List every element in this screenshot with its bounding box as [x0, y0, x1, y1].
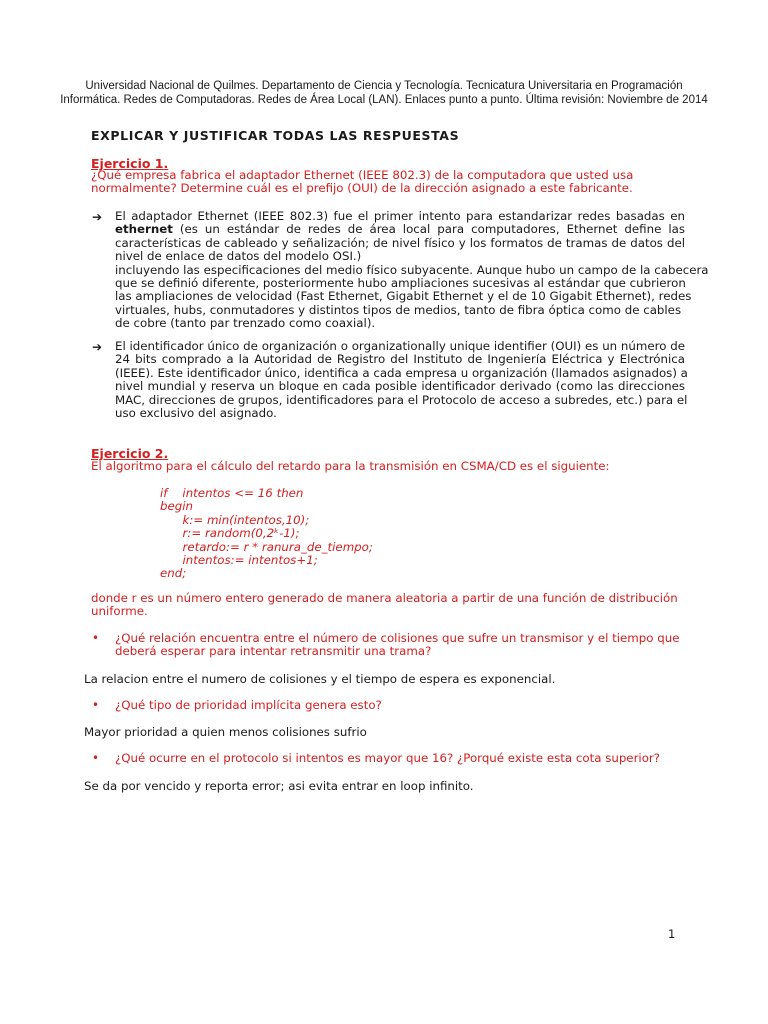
answer-line: 24 bits comprado a la Autoridad de Registro del Instituto de Ingeniería Eléctrica y Electrónica	[115, 352, 685, 367]
exercise-1-title: Ejercicio 1.	[91, 156, 169, 171]
exercise-2-title: Ejercicio 2.	[91, 446, 169, 461]
page-number: 1	[668, 927, 676, 941]
answer-line: características de cableado y señalización; de nivel físico y los formatos de tramas de datos del	[115, 235, 685, 250]
answer-line-rest: (es un estándar de redes de área local para computadores, Ethernet define las	[172, 222, 685, 237]
answer-line: las ampliaciones de velocidad (Fast Ethernet, Gigabit Ethernet y el de 10 Gigabit Ethernet), redes	[115, 289, 692, 304]
question-line: normalmente? Determine cuál es el prefijo (OUI) de la dirección asignado a este fabricante.	[91, 181, 633, 196]
exercise-1-answer-1	[115, 209, 709, 331]
code-line: if intentos <= 16 then	[160, 486, 304, 500]
code-line: k:= min(intentos,10);	[160, 512, 310, 527]
header-line-2: Informática. Redes de Computadoras. Redes de Área Local (LAN). Enlaces punto a punto. Última revisión: Noviembre de 2014	[60, 94, 708, 106]
answer-line: El adaptador Ethernet (IEEE 802.3) fue el primer intento para estandarizar redes basadas en	[115, 209, 685, 223]
description-line: donde r es un número entero generado de manera aleatoria a partir de una función de distribución	[91, 591, 678, 605]
answer-line	[115, 223, 685, 236]
answer-line: (IEEE). Este identificador único, identifica a cada empresa u organización (llamados asignados) a	[115, 365, 688, 380]
exercise-1-question	[91, 169, 633, 196]
code-line: end;	[160, 566, 187, 581]
answer-line: nivel de enlace de datos del modelo OSI.)	[115, 249, 362, 264]
code-line: intentos:= intentos+1;	[160, 553, 318, 568]
code-line: begin	[160, 499, 193, 514]
code-line: r:= random(0,2ᵏ-1);	[160, 526, 300, 541]
description-line: uniforme.	[91, 604, 148, 619]
code-line: retardo:= r * ranura_de_tiempo;	[160, 539, 373, 554]
arrow-bullet-icon: ➔	[92, 340, 103, 354]
answer-line: virtuales, hubs, conmutadores y distintos tipos de medios, tanto de fibra óptica como de cables	[115, 302, 682, 317]
answer-line: uso exclusivo del asignado.	[115, 406, 277, 421]
page-title: EXPLICAR Y JUSTIFICAR TODAS LAS RESPUESTAS	[91, 128, 460, 143]
answer-line: de cobre (tanto par trenzado como coaxial).	[115, 316, 376, 331]
question-line: ¿Qué relación encuentra entre el número de colisiones que sufre un transmisor y el tiempo que	[115, 631, 680, 645]
question-line: deberá esperar para intentar retransmitir una trama?	[115, 644, 432, 659]
question-2: ¿Qué tipo de prioridad implícita genera esto?	[115, 698, 382, 712]
question-3: ¿Qué ocurre en el protocolo si intentos es mayor que 16? ¿Porqué existe esta cota superior?	[115, 751, 661, 765]
answer-line: incluyendo las especificaciones del medio físico subyacente. Aunque hubo un campo de la cabecera	[115, 262, 709, 277]
exercise-2-description	[91, 592, 678, 619]
answer-line: que se definió diferente, posteriormente hubo ampliaciones sucesivas al estándar que cubrieron	[115, 276, 686, 291]
answer-line: El identificador único de organización o organizationally unique identifier (OUI) es un número de	[115, 339, 685, 353]
answer-3: Se da por vencido y reporta error; asi evita entrar en loop infinito.	[84, 779, 474, 793]
answer-line: MAC, direcciones de grupos, identificadores para el Protocolo de acceso a subredes, etc.) para el	[115, 392, 688, 407]
answer-1: La relacion entre el numero de colisiones y el tiempo de espera es exponencial.	[84, 672, 556, 686]
bullet-dot-icon: •	[92, 631, 100, 645]
header-line-1: Universidad Nacional de Quilmes. Departamento de Ciencia y Tecnología. Tecnicatura Universitaria en Programación	[85, 80, 683, 92]
question-line: ¿Qué empresa fabrica el adaptador Ethernet (IEEE 802.3) de la computadora que usted usa	[91, 168, 634, 182]
answer-2: Mayor prioridad a quien menos colisiones sufrio	[84, 725, 367, 739]
arrow-bullet-icon: ➔	[92, 210, 103, 224]
question-1	[115, 632, 679, 659]
exercise-2-intro: El algoritmo para el cálculo del retardo para la transmisión en CSMA/CD es el siguiente:	[91, 459, 610, 473]
bold-term: ethernet	[115, 222, 173, 237]
document-header	[60, 79, 708, 107]
exercise-1-answer-2	[115, 339, 688, 421]
bullet-dot-icon: •	[92, 698, 100, 712]
bullet-dot-icon: •	[92, 751, 100, 765]
answer-line: nivel mundial y reserva un bloque en cada posible identificador derivado (como las direcciones	[115, 379, 685, 394]
algorithm-code-block	[160, 487, 373, 581]
